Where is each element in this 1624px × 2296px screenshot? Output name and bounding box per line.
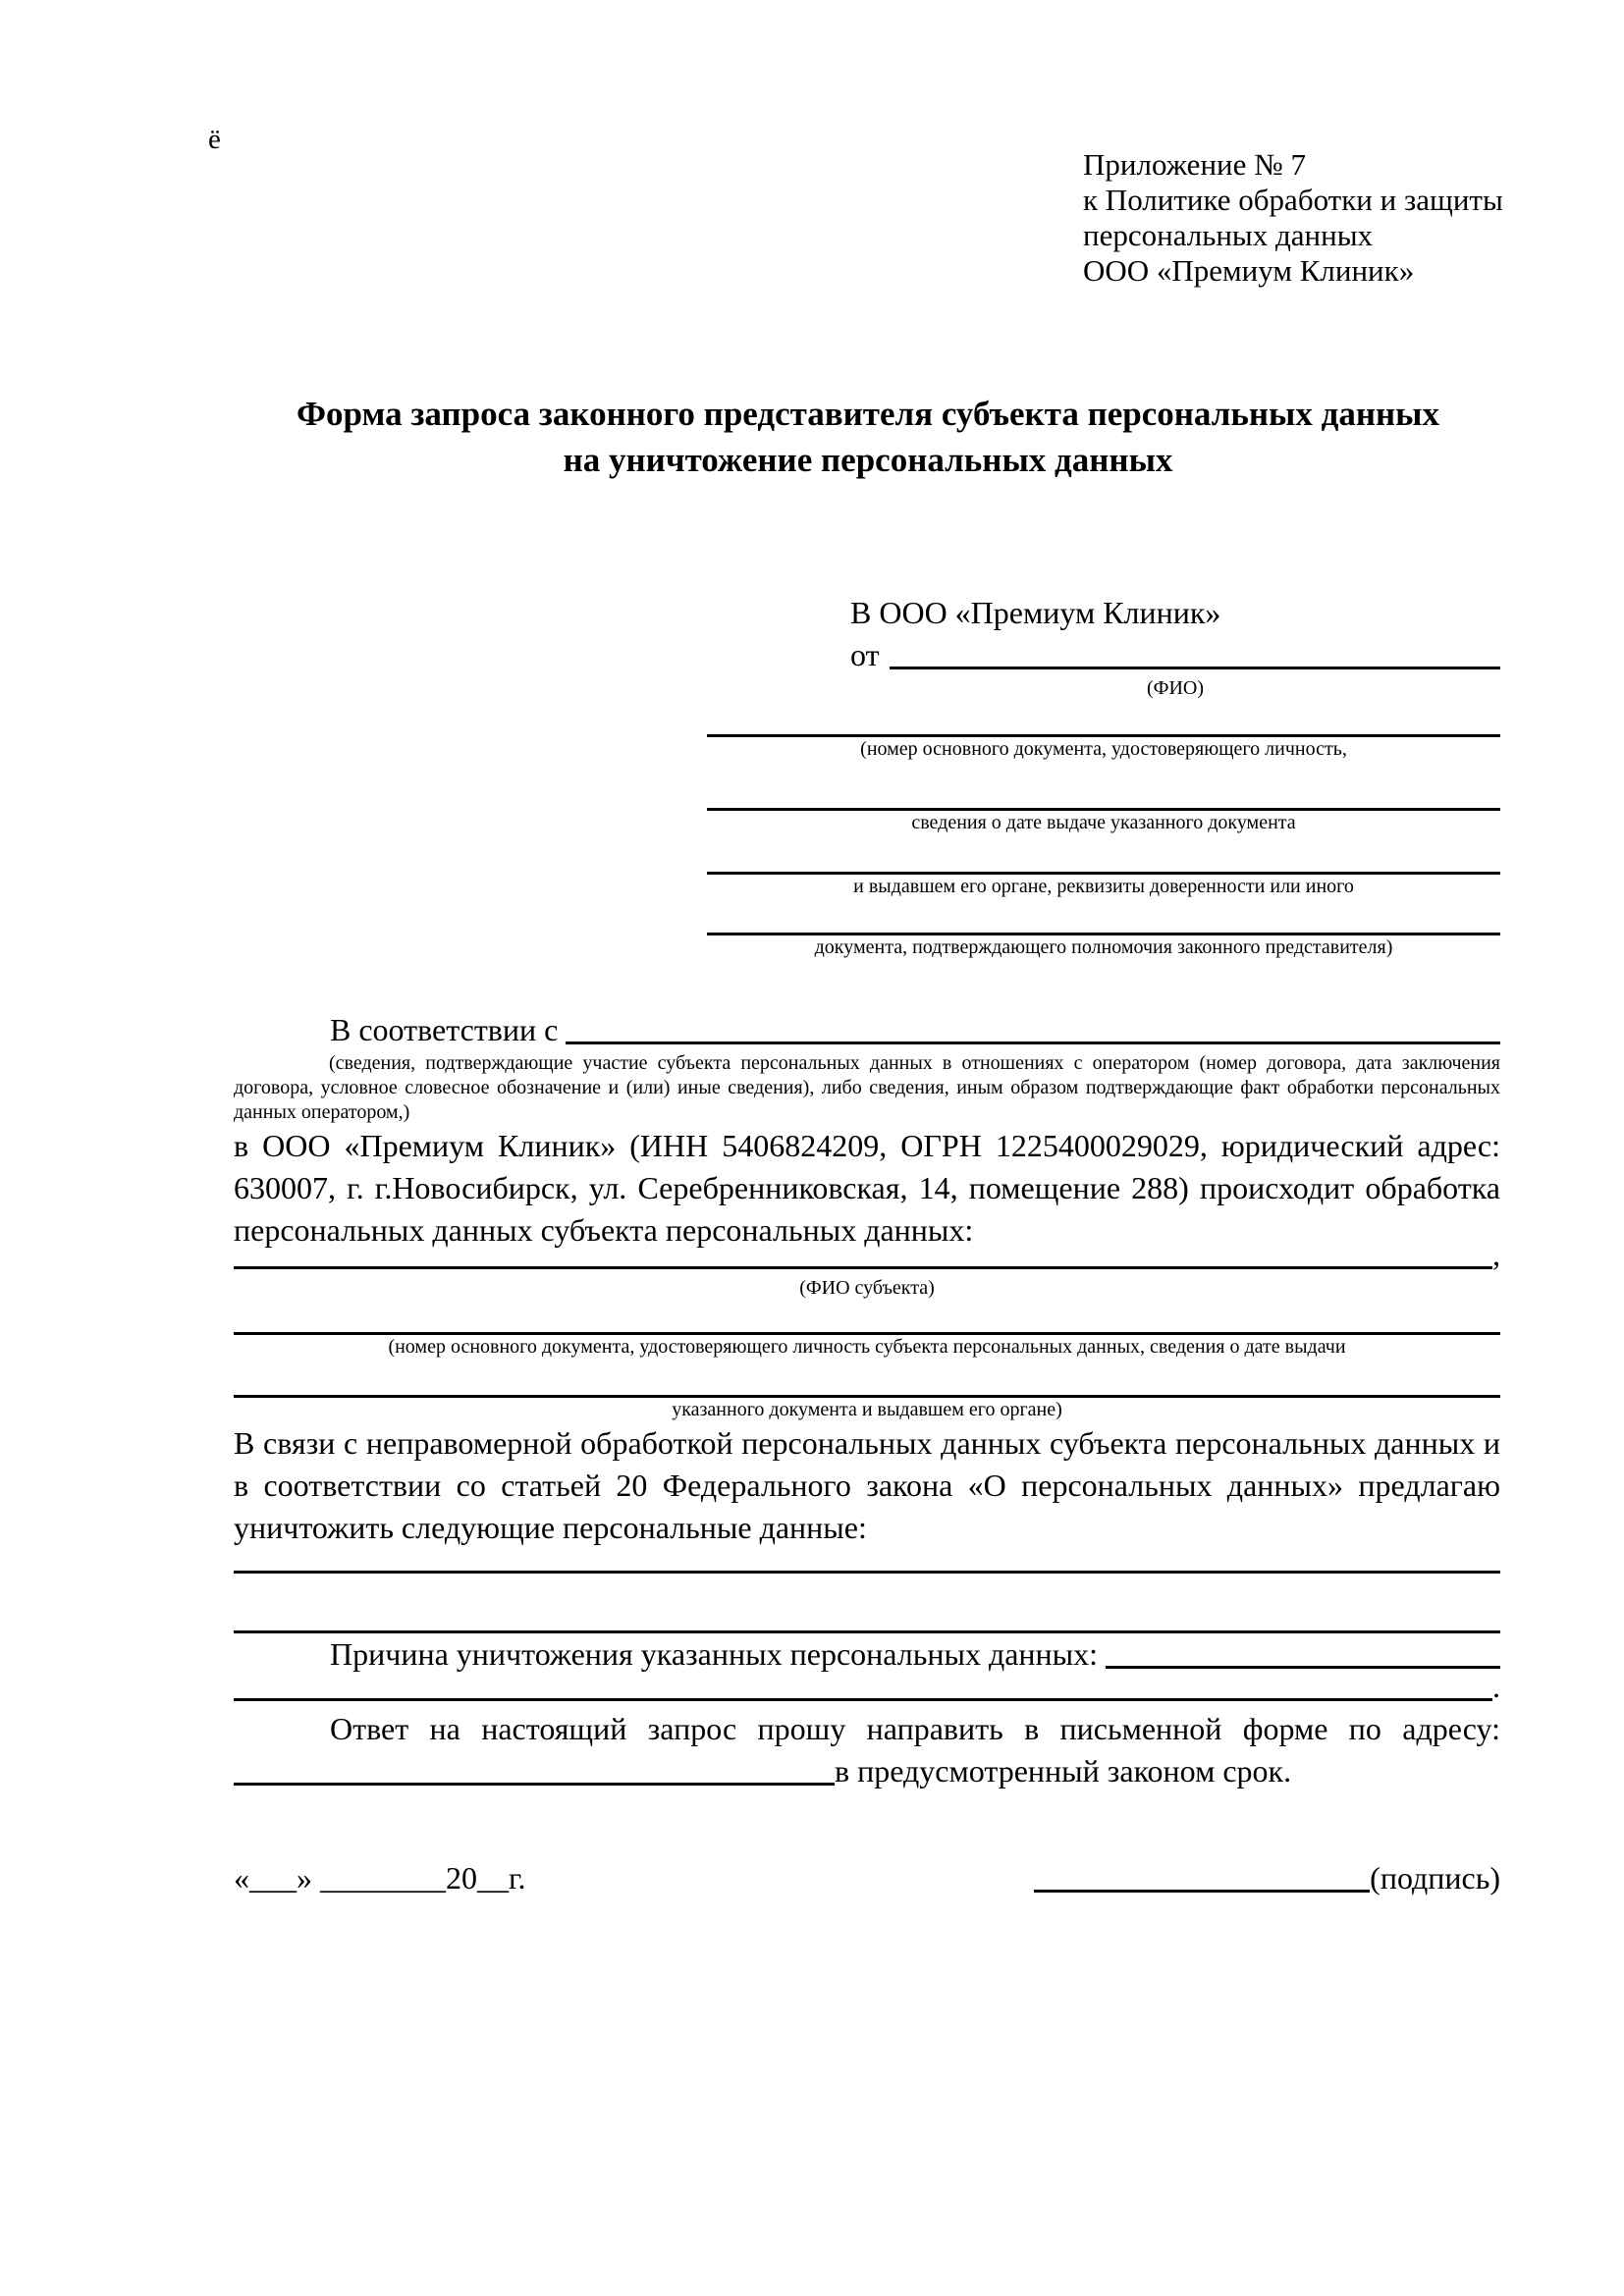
accordance-blank-line bbox=[566, 1041, 1500, 1044]
subject-doc-blank-line bbox=[234, 1360, 1500, 1398]
appendix-line: персональных данных bbox=[1083, 218, 1374, 252]
signature-group bbox=[1034, 1857, 1500, 1899]
doc-blank-line bbox=[707, 835, 1500, 875]
doc-caption: сведения о дате выдаче указанного документа bbox=[911, 812, 1296, 833]
subject-doc-caption-1: (номер основного документа, удостоверяющего личность субъекта персональных данных, сведения о дате выдачи bbox=[388, 1336, 1346, 1358]
appendix-line: к Политике обработки и защиты bbox=[1083, 183, 1503, 217]
doc-caption: (номер основного документа, удостоверяющего личность, bbox=[860, 738, 1347, 760]
doc-blank-line bbox=[707, 699, 1500, 737]
date-blank: «___» ________20__г. bbox=[234, 1860, 526, 1896]
subject-fio-caption: (ФИО субъекта) bbox=[799, 1277, 935, 1299]
accordance-prefix: В соответствии с bbox=[330, 1012, 567, 1047]
operator-paragraph: в ООО «Премиум Клиник» (ИНН 5406824209, ОГРН 1225400029029, юридический адрес: 630007, г. г.Новосибирск, ул. Серебренниковская, 14, помещение 288) происходит обработка персональных данных субъекта персональных данных: bbox=[234, 1128, 1500, 1248]
document-title-line-2: на уничтожение персональных данных bbox=[563, 441, 1173, 479]
subject-doc-blank-line bbox=[234, 1301, 1500, 1335]
addressee-block bbox=[850, 592, 1500, 701]
fio-caption: (ФИО) bbox=[1146, 677, 1204, 699]
date-signature-row bbox=[234, 1857, 1500, 1899]
reply-paragraph: Ответ на настоящий запрос прошу направить в письменной форме по адресу: bbox=[330, 1711, 1500, 1746]
appendix-line: ООО «Премиум Клиник» bbox=[1083, 253, 1415, 288]
doc-caption: и выдавшем его органе, реквизиты доверенности или иного bbox=[853, 876, 1354, 897]
addressee-from-row bbox=[850, 634, 1500, 676]
appendix-block bbox=[1083, 147, 1515, 289]
signature-blank-line bbox=[1034, 1890, 1370, 1893]
data-blank-line bbox=[234, 1574, 1500, 1633]
address-blank-line bbox=[234, 1783, 835, 1786]
accordance-row bbox=[234, 1009, 1500, 1051]
representative-doc-block bbox=[707, 699, 1500, 960]
signature-caption: (подпись) bbox=[1370, 1860, 1500, 1896]
document-title bbox=[234, 391, 1502, 483]
doc-caption: документа, подтверждающего полномочия законного представителя) bbox=[814, 936, 1393, 958]
reply-tail: в предусмотренный законом срок. bbox=[835, 1753, 1292, 1789]
sentence-period: . bbox=[1492, 1669, 1500, 1704]
reason-label: Причина уничтожения указанных персональных данных: bbox=[330, 1636, 1107, 1672]
document-title-line-1: Форма запроса законного представителя субъекта персональных данных bbox=[297, 395, 1439, 433]
demand-paragraph: В связи с неправомерной обработкой персональных данных субъекта персональных данных и в соответствии со статьей 20 Федерального закона «О персональных данных» предлагаю уничтожить следующие персональные данные: bbox=[234, 1425, 1500, 1545]
reason-blank-line bbox=[1106, 1666, 1500, 1669]
addressee-to: В ООО «Премиум Клиник» bbox=[850, 595, 1221, 630]
appendix-line: Приложение № 7 bbox=[1083, 147, 1306, 182]
subject-fio-blank-line bbox=[234, 1266, 1492, 1269]
stray-char: ё bbox=[208, 124, 221, 155]
reason-blank-line-2 bbox=[234, 1698, 1492, 1701]
subject-fio-comma: , bbox=[1492, 1237, 1500, 1272]
doc-blank-line bbox=[707, 762, 1500, 811]
data-blank-line bbox=[234, 1549, 1500, 1574]
reply-address-row bbox=[234, 1750, 1500, 1792]
fio-blank-line bbox=[890, 667, 1500, 669]
main-body bbox=[234, 1009, 1500, 1792]
subject-doc-caption-2: указанного документа и выдавшем его органе) bbox=[672, 1399, 1062, 1420]
accordance-footnote: (сведения, подтверждающие участие субъекта персональных данных в отношениях с оператором (номер договора, дата заключения договора, условное словесное обозначение и (или) иные сведения), либо сведения, иным образом подтверждающие факт обработки персональных данных оператором,) bbox=[234, 1052, 1500, 1123]
addressee-from-label: от bbox=[850, 637, 880, 672]
doc-blank-line bbox=[707, 899, 1500, 935]
